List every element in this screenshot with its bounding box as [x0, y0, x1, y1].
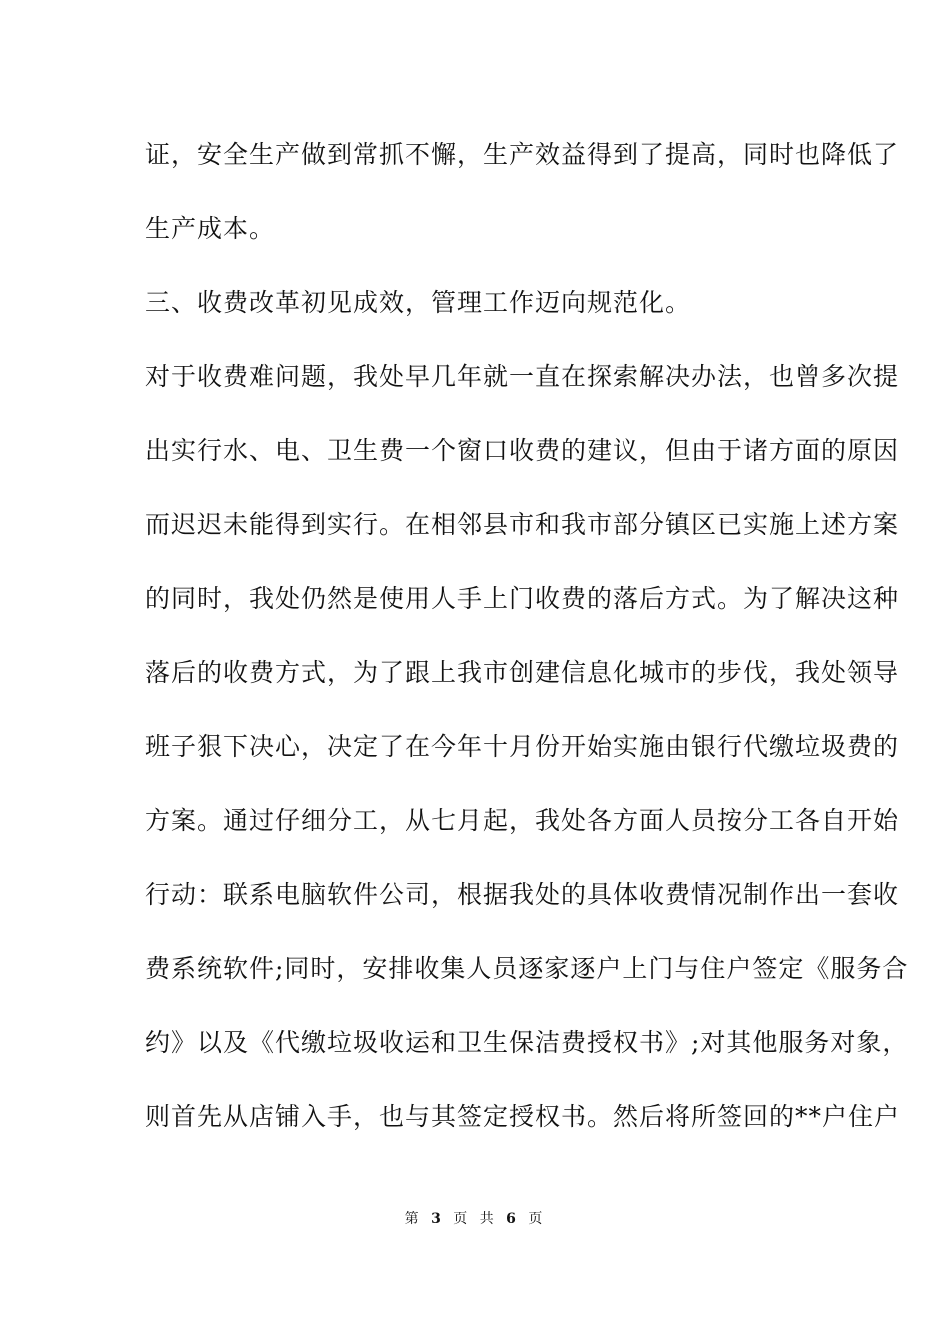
section-heading: 三、收费改革初见成效，管理工作迈向规范化。 [145, 288, 692, 317]
text-line-6: 而迟迟未能得到实行。在相邻县市和我市部分镇区已实施上述方案 [145, 510, 900, 539]
text-line-9: 班子狠下决心，决定了在今年十月份开始实施由银行代缴垃圾费的 [145, 732, 900, 761]
text-line-10: 方案。通过仔细分工，从七月起，我处各方面人员按分工各自开始 [145, 806, 900, 835]
current-page-number: 3 [431, 1211, 444, 1227]
text-line-1: 证，安全生产做到常抓不懈，生产效益得到了提高，同时也降低了 [145, 140, 900, 169]
text-line-2: 生产成本。 [145, 214, 276, 243]
footer-page-label: 页 [453, 1211, 471, 1227]
text-line-12: 费系统软件;同时，安排收集人员逐家逐户上门与住户签定《服务合 [145, 954, 909, 983]
text-line-4: 对于收费难问题，我处早几年就一直在探索解决办法，也曾多次提 [145, 362, 900, 391]
footer-prefix: 第 [404, 1211, 422, 1227]
text-line-14: 则首先从店铺入手，也与其签定授权书。然后将所签回的**户住户 [145, 1102, 901, 1131]
text-line-11: 行动：联系电脑软件公司，根据我处的具体收费情况制作出一套收 [145, 880, 900, 909]
footer-total-prefix: 共 [479, 1211, 497, 1227]
text-line-5: 出实行水、电、卫生费一个窗口收费的建议，但由于诸方面的原因 [145, 436, 900, 465]
footer-suffix: 页 [528, 1211, 546, 1227]
text-line-7: 的同时，我处仍然是使用人手上门收费的落后方式。为了解决这种 [145, 584, 900, 613]
page-footer [0, 1208, 950, 1228]
total-pages-number: 6 [506, 1211, 519, 1227]
text-line-13: 约》以及《代缴垃圾收运和卫生保洁费授权书》;对其他服务对象， [145, 1028, 909, 1057]
text-line-8: 落后的收费方式，为了跟上我市创建信息化城市的步伐，我处领导 [145, 658, 900, 687]
